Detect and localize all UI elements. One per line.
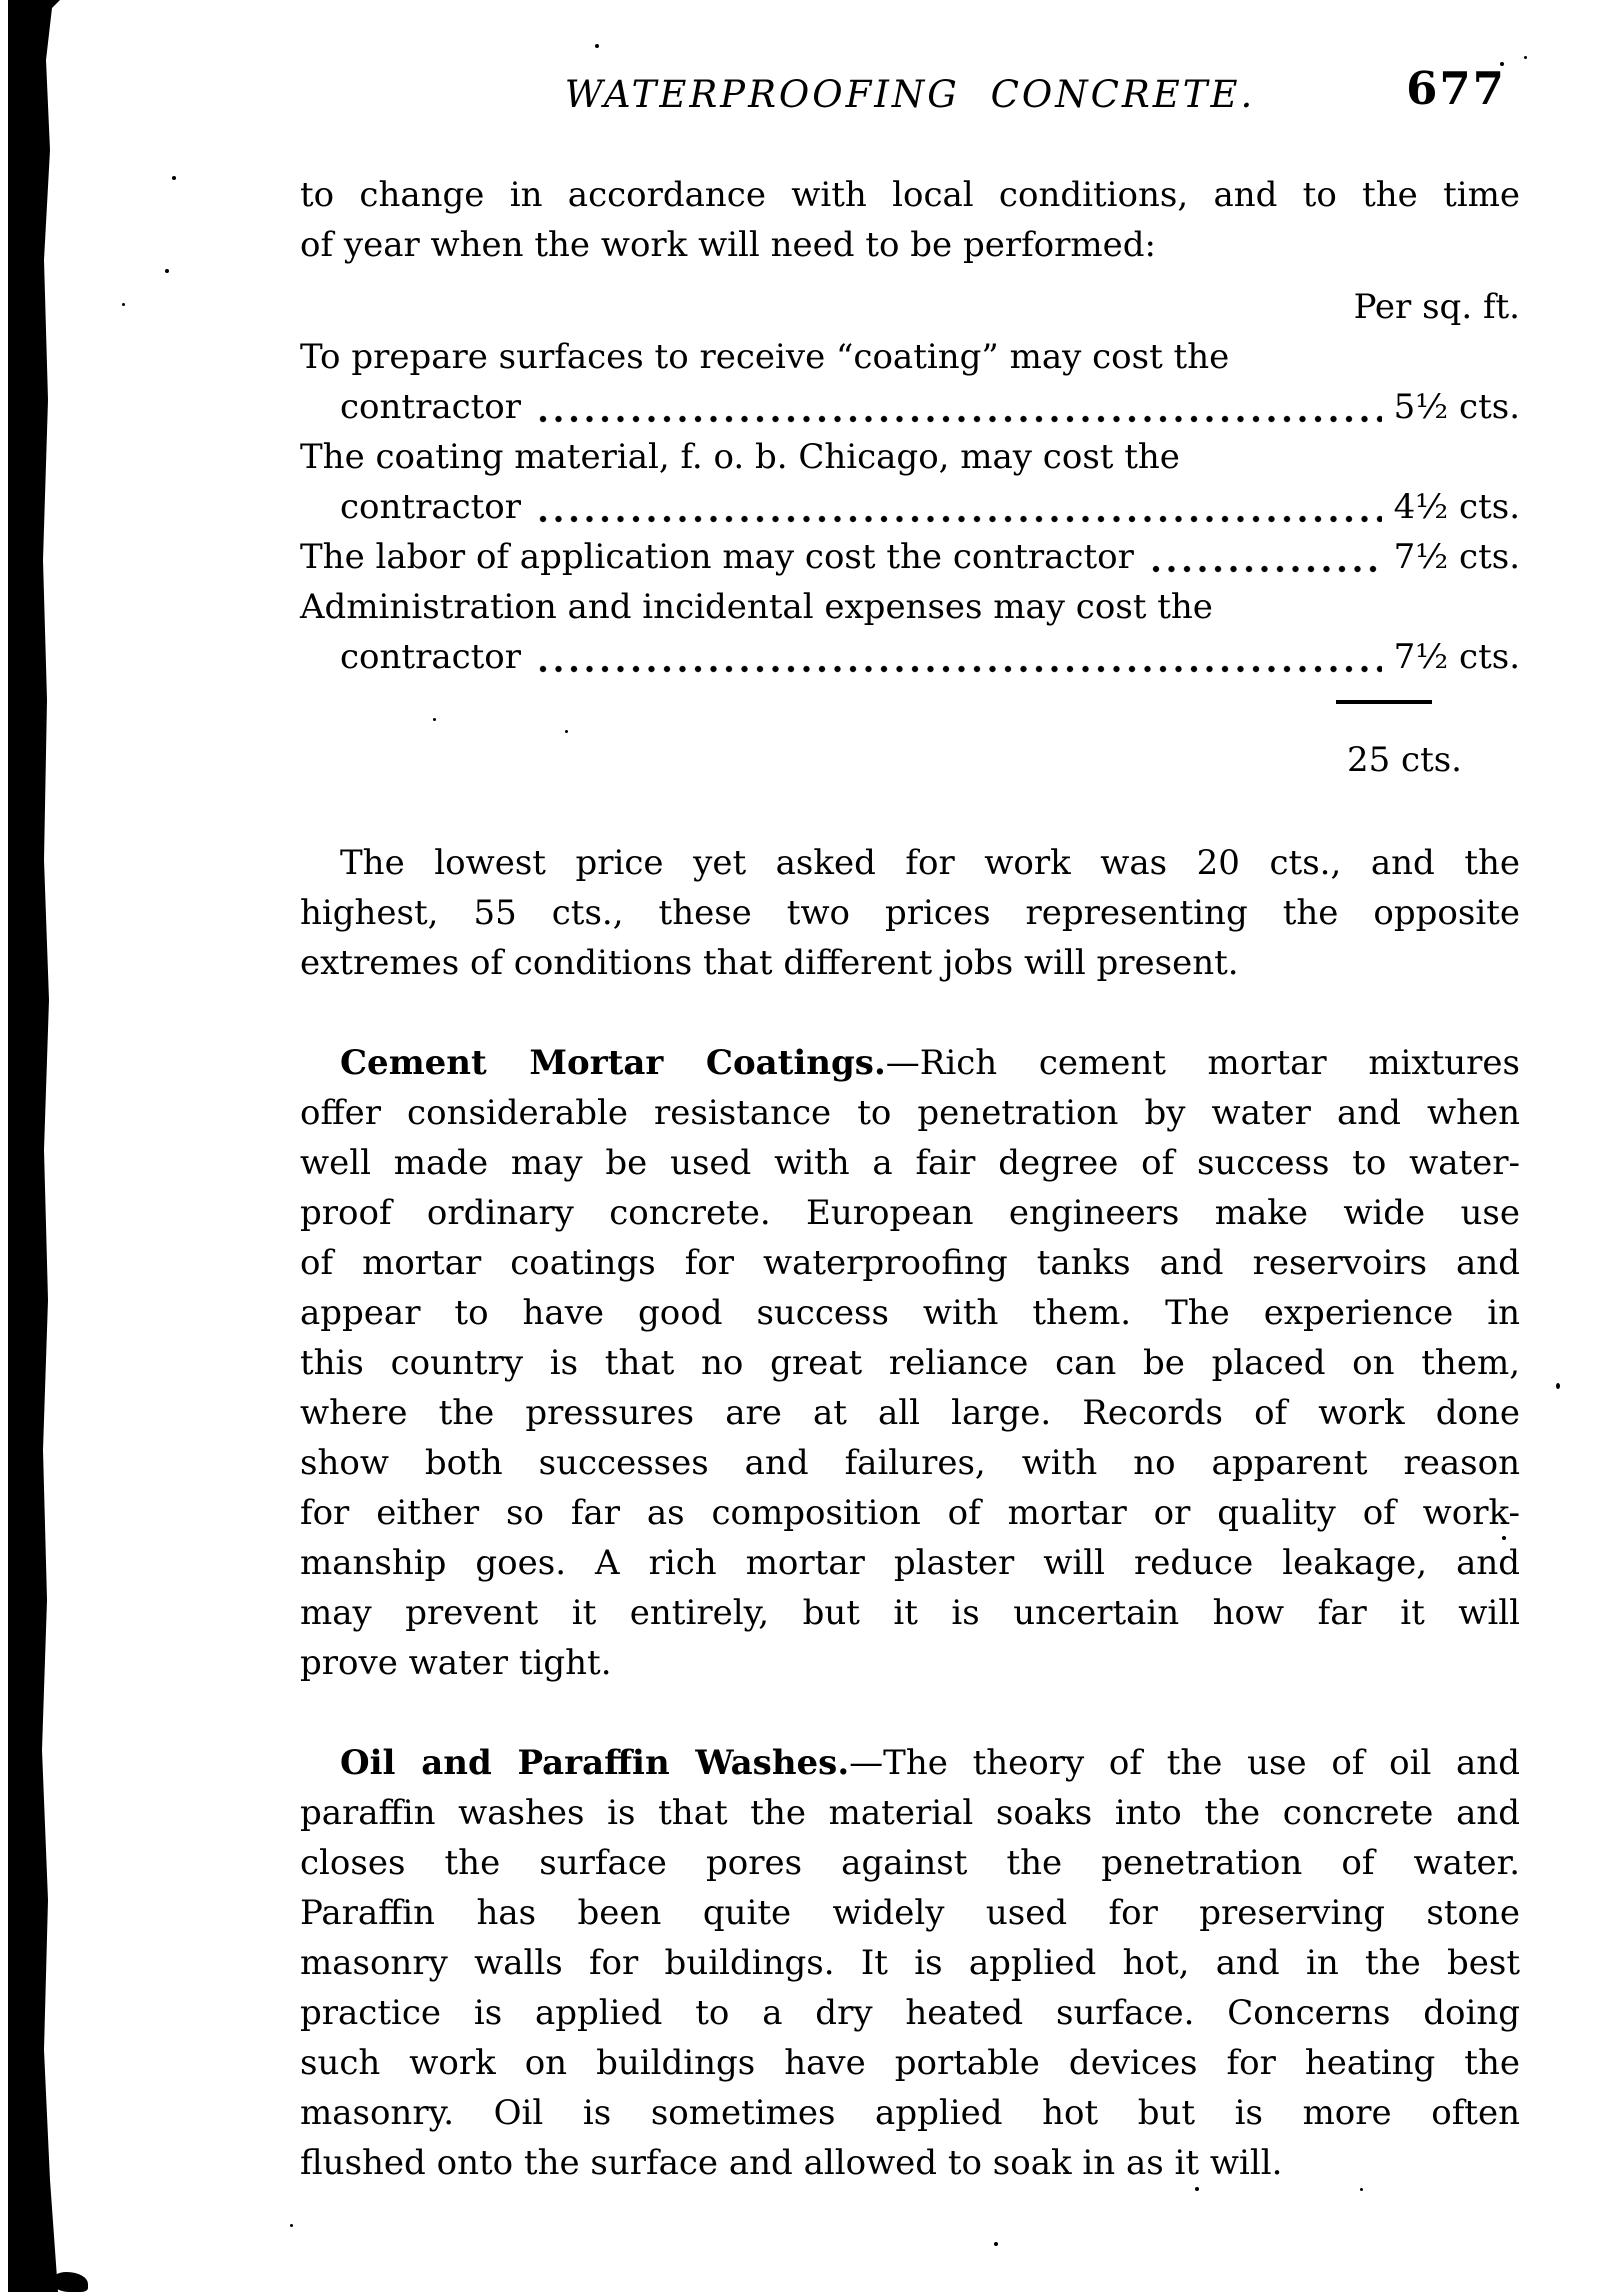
cost-item-leader-row <box>300 382 1520 432</box>
scan-speck <box>1360 2188 1363 2191</box>
cost-item <box>300 532 1520 582</box>
scan-speck <box>122 303 125 306</box>
scan-speck <box>1556 1383 1560 1389</box>
cost-item-text: To prepare surfaces to receive “coating” may cost the <box>300 337 1230 377</box>
text-line: closes the surface pores against the penetration of water. <box>300 1843 1520 1883</box>
cost-item-leader-row <box>300 532 1520 582</box>
running-title: WATERPROOFING CONCRETE. <box>564 73 1256 116</box>
intro-paragraph <box>300 170 1520 270</box>
cost-item-text: The coating material, f. o. b. Chicago, may cost the <box>300 437 1180 477</box>
scan-speck <box>172 176 176 180</box>
text-column <box>300 60 1520 2188</box>
text-line: may prevent it entirely, but it is uncertain how far it will <box>300 1593 1520 1633</box>
cost-list <box>300 282 1520 785</box>
scan-gutter-shadow <box>0 0 70 2292</box>
cost-item-value: 5½ cts. <box>1393 387 1520 427</box>
price-range-paragraph <box>300 838 1520 988</box>
text-line: Paraffin has been quite widely used for preserving stone <box>300 1893 1520 1933</box>
cost-list-unit-header: Per sq. ft. <box>1353 287 1520 327</box>
text-line: masonry. Oil is sometimes applied hot but is more often <box>300 2093 1520 2133</box>
cost-item-label: The labor of application may cost the contractor <box>300 537 1134 577</box>
page-number: 677 <box>1406 62 1506 115</box>
cost-item <box>300 332 1520 432</box>
text-line: such work on buildings have portable devices for heating the <box>300 2043 1520 2083</box>
cost-item <box>300 432 1520 532</box>
scan-speck <box>595 44 599 48</box>
paragraph-heading-line <box>300 1738 1520 1788</box>
text-line: practice is applied to a dry heated surface. Concerns doing <box>300 1993 1520 2033</box>
paragraph-heading: Cement Mortar Coatings. <box>340 1043 886 1083</box>
text-line: masonry walls for buildings. It is applied hot, and in the best <box>300 1943 1520 1983</box>
cost-item-leader-row <box>300 632 1520 682</box>
text-line: manship goes. A rich mortar plaster will reduce leakage, and <box>300 1543 1520 1583</box>
cost-total: 25 cts. <box>1346 740 1462 780</box>
text-run: —The theory of the use of oil and <box>849 1743 1520 1783</box>
text-line: of year when the work will need to be performed: <box>300 225 1156 265</box>
paragraph-heading: Oil and Paraffin Washes. <box>340 1743 850 1783</box>
paragraph-heading-line <box>300 1038 1520 1088</box>
cost-item-leader-row <box>300 482 1520 532</box>
cost-item-value: 4½ cts. <box>1393 487 1520 527</box>
text-line: of mortar coatings for waterproofing tanks and reservoirs and <box>300 1243 1520 1283</box>
text-line: well made may be used with a fair degree of success to water- <box>300 1143 1520 1183</box>
page-header <box>300 60 1520 130</box>
text-line: appear to have good success with them. The experience in <box>300 1293 1520 1333</box>
text-run: —Rich cement mortar mixtures <box>885 1043 1520 1083</box>
oil-paraffin-paragraph <box>300 1738 1520 2188</box>
text-line: flushed onto the surface and allowed to soak in as it will. <box>300 2143 1283 2183</box>
cost-item-label: contractor <box>340 637 522 677</box>
text-line: this country is that no great reliance can be placed on them, <box>300 1343 1520 1383</box>
text-line: highest, 55 cts., these two prices representing the opposite <box>300 893 1520 933</box>
sum-rule <box>1336 700 1432 704</box>
scan-speck <box>290 2224 293 2227</box>
scan-speck <box>165 269 169 273</box>
dot-leader <box>1150 532 1382 582</box>
text-line: paraffin washes is that the material soaks into the concrete and <box>300 1793 1520 1833</box>
cost-item-label: contractor <box>340 487 522 527</box>
cement-mortar-paragraph <box>300 1038 1520 1688</box>
scan-speck <box>1524 56 1527 59</box>
text-line: The lowest price yet asked for work was 20 cts., and the <box>340 843 1520 883</box>
dot-leader <box>537 632 1382 682</box>
cost-item-text: Administration and incidental expenses may cost the <box>300 587 1213 627</box>
dot-leader <box>537 482 1382 532</box>
text-line: show both successes and failures, with no apparent reason <box>300 1443 1520 1483</box>
scan-blob <box>52 2272 88 2292</box>
cost-item <box>300 582 1520 682</box>
text-line: extremes of conditions that different jobs will present. <box>300 943 1239 983</box>
text-line: for either so far as composition of mortar or quality of work- <box>300 1493 1520 1533</box>
cost-item-value: 7½ cts. <box>1393 537 1520 577</box>
scan-speck <box>994 2242 998 2246</box>
text-line: proof ordinary concrete. European engineers make wide use <box>300 1193 1520 1233</box>
text-line: prove water tight. <box>300 1643 612 1683</box>
dot-leader <box>537 382 1382 432</box>
cost-item-label: contractor <box>340 387 522 427</box>
cost-item-value: 7½ cts. <box>1393 637 1520 677</box>
text-line: offer considerable resistance to penetration by water and when <box>300 1093 1520 1133</box>
text-line: where the pressures are at all large. Records of work done <box>300 1393 1520 1433</box>
text-line: to change in accordance with local conditions, and to the time <box>300 175 1520 215</box>
